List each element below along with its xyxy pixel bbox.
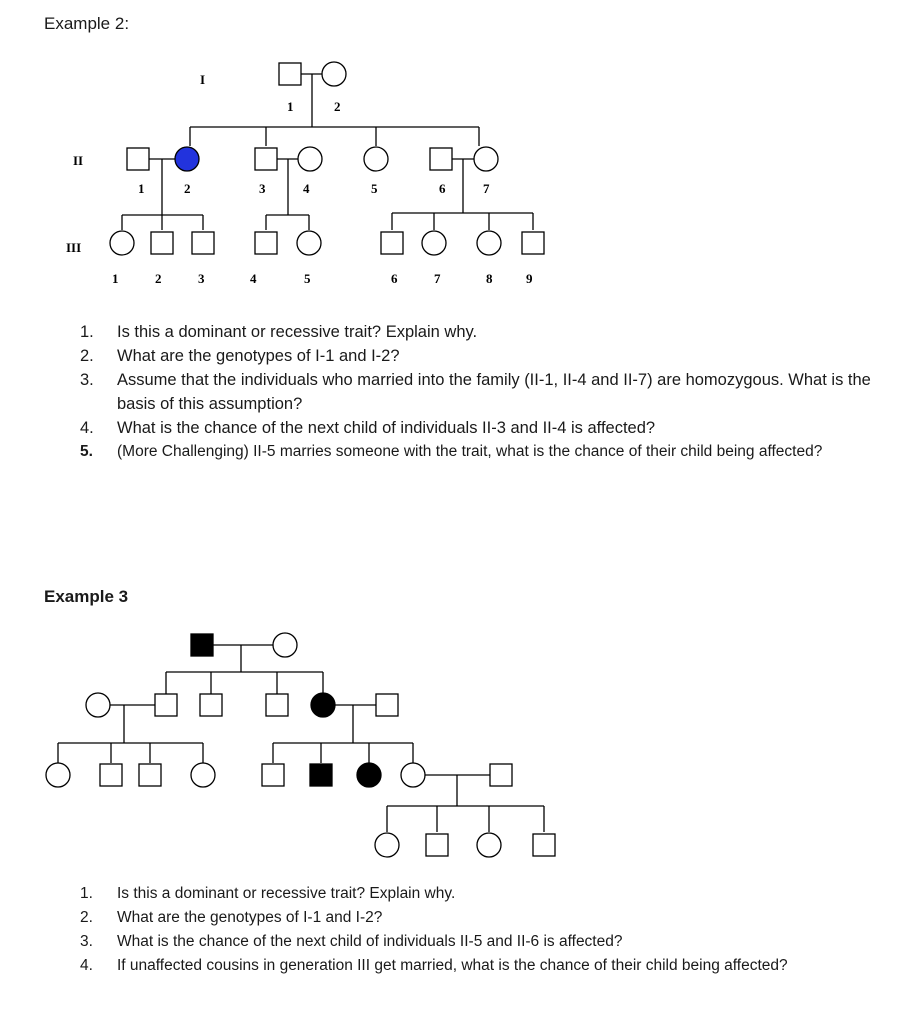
ex3-II-male (155, 694, 177, 716)
ex3-question: 4. If unaffected cousins in generation III get married, what is the chance of their child being affected? (80, 957, 788, 974)
ex3-III-male-3 (262, 764, 284, 786)
ex3-IV-male (426, 834, 448, 856)
ex3-III-male-married-in (490, 764, 512, 786)
ex3-III-male (100, 764, 122, 786)
example3-pedigree (46, 633, 555, 857)
ex3-III-female-affected (357, 763, 381, 787)
ex2-II-7-female (474, 147, 498, 171)
ex2-question: 2. What are the genotypes of I-1 and I-2? (80, 347, 400, 365)
ex2-III-3-num: 3 (198, 271, 205, 286)
ex2-III-2-num: 2 (155, 271, 162, 286)
ex2-III-5-female (297, 231, 321, 255)
ex2-II-4-female (298, 147, 322, 171)
ex2-II-6-male (430, 148, 452, 170)
ex3-question: 2. What are the genotypes of I-1 and I-2? (80, 909, 383, 926)
ex3-III-female-married (401, 763, 425, 787)
ex3-II-female-affected (311, 693, 335, 717)
ex2-III-5-num: 5 (304, 271, 311, 286)
ex2-II-7-num: 7 (483, 181, 490, 196)
ex3-II-male-married-in (376, 694, 398, 716)
ex2-III-1-num: 1 (112, 271, 119, 286)
example2-pedigree (110, 62, 544, 255)
ex3-III-male-2 (139, 764, 161, 786)
ex2-I-1-num: 1 (287, 99, 294, 114)
example3-title: Example 3 (44, 587, 129, 606)
ex2-III-9-num: 9 (526, 271, 533, 286)
ex2-II-1-num: 1 (138, 181, 145, 196)
ex2-III-7-num: 7 (434, 271, 441, 286)
ex2-III-8-num: 8 (486, 271, 493, 286)
ex2-III-7-female (422, 231, 446, 255)
ex2-II-1-male (127, 148, 149, 170)
ex3-II-male-3 (266, 694, 288, 716)
ex3-II-male-2 (200, 694, 222, 716)
ex3-IV-male-2 (533, 834, 555, 856)
ex3-III-male-affected (310, 764, 332, 786)
ex3-III-female (46, 763, 70, 787)
ex3-IV-female (375, 833, 399, 857)
ex2-question: 1. Is this a dominant or recessive trait? Explain why. (80, 323, 478, 341)
ex2-I-2-num: 2 (334, 99, 341, 114)
ex2-III-4-num: 4 (250, 271, 257, 286)
ex3-question: 1. Is this a dominant or recessive trait? Explain why. (80, 885, 456, 902)
example2-questions (80, 320, 910, 464)
ex2-III-6-num: 6 (391, 271, 398, 286)
ex2-III-4-male (255, 232, 277, 254)
ex3-IV-female-2 (477, 833, 501, 857)
ex2-question: 3. Assume that the individuals who married into the family (II-1, II-4 and II-7) are homozygous. What is the basis of this assumption? (80, 371, 871, 413)
ex2-II-6-num: 6 (439, 181, 446, 196)
ex2-question: 5. (More Challenging) II-5 marries someone with the trait, what is the chance of their child being affected? (80, 443, 823, 460)
ex2-II-5-female (364, 147, 388, 171)
ex3-I-1-male-affected (191, 634, 213, 656)
ex2-III-2-male (151, 232, 173, 254)
ex2-II-4-num: 4 (303, 181, 310, 196)
example3-questions (80, 882, 880, 978)
ex2-question: 4. What is the chance of the next child of individuals II-3 and II-4 is affected? (80, 419, 656, 437)
ex3-III-female-2 (191, 763, 215, 787)
ex2-I-2-female (322, 62, 346, 86)
ex2-III-8-female (477, 231, 501, 255)
ex2-II-2-female-affected (175, 147, 199, 171)
ex2-III-6-male (381, 232, 403, 254)
ex2-II-2-num: 2 (184, 181, 191, 196)
ex2-III-1-female (110, 231, 134, 255)
gen-I-label: I (200, 72, 206, 87)
ex2-I-1-male (279, 63, 301, 85)
ex3-question: 3. What is the chance of the next child of individuals II-5 and II-6 is affected? (80, 933, 623, 950)
ex3-II-female-married-in (86, 693, 110, 717)
gen-II-label: II (73, 153, 84, 168)
ex2-II-3-num: 3 (259, 181, 266, 196)
ex2-III-9-male (522, 232, 544, 254)
ex2-III-3-male (192, 232, 214, 254)
ex2-II-5-num: 5 (371, 181, 378, 196)
ex2-II-3-male (255, 148, 277, 170)
ex3-I-2-female (273, 633, 297, 657)
gen-III-label: III (66, 240, 82, 255)
example2-title: Example 2: (44, 14, 130, 33)
